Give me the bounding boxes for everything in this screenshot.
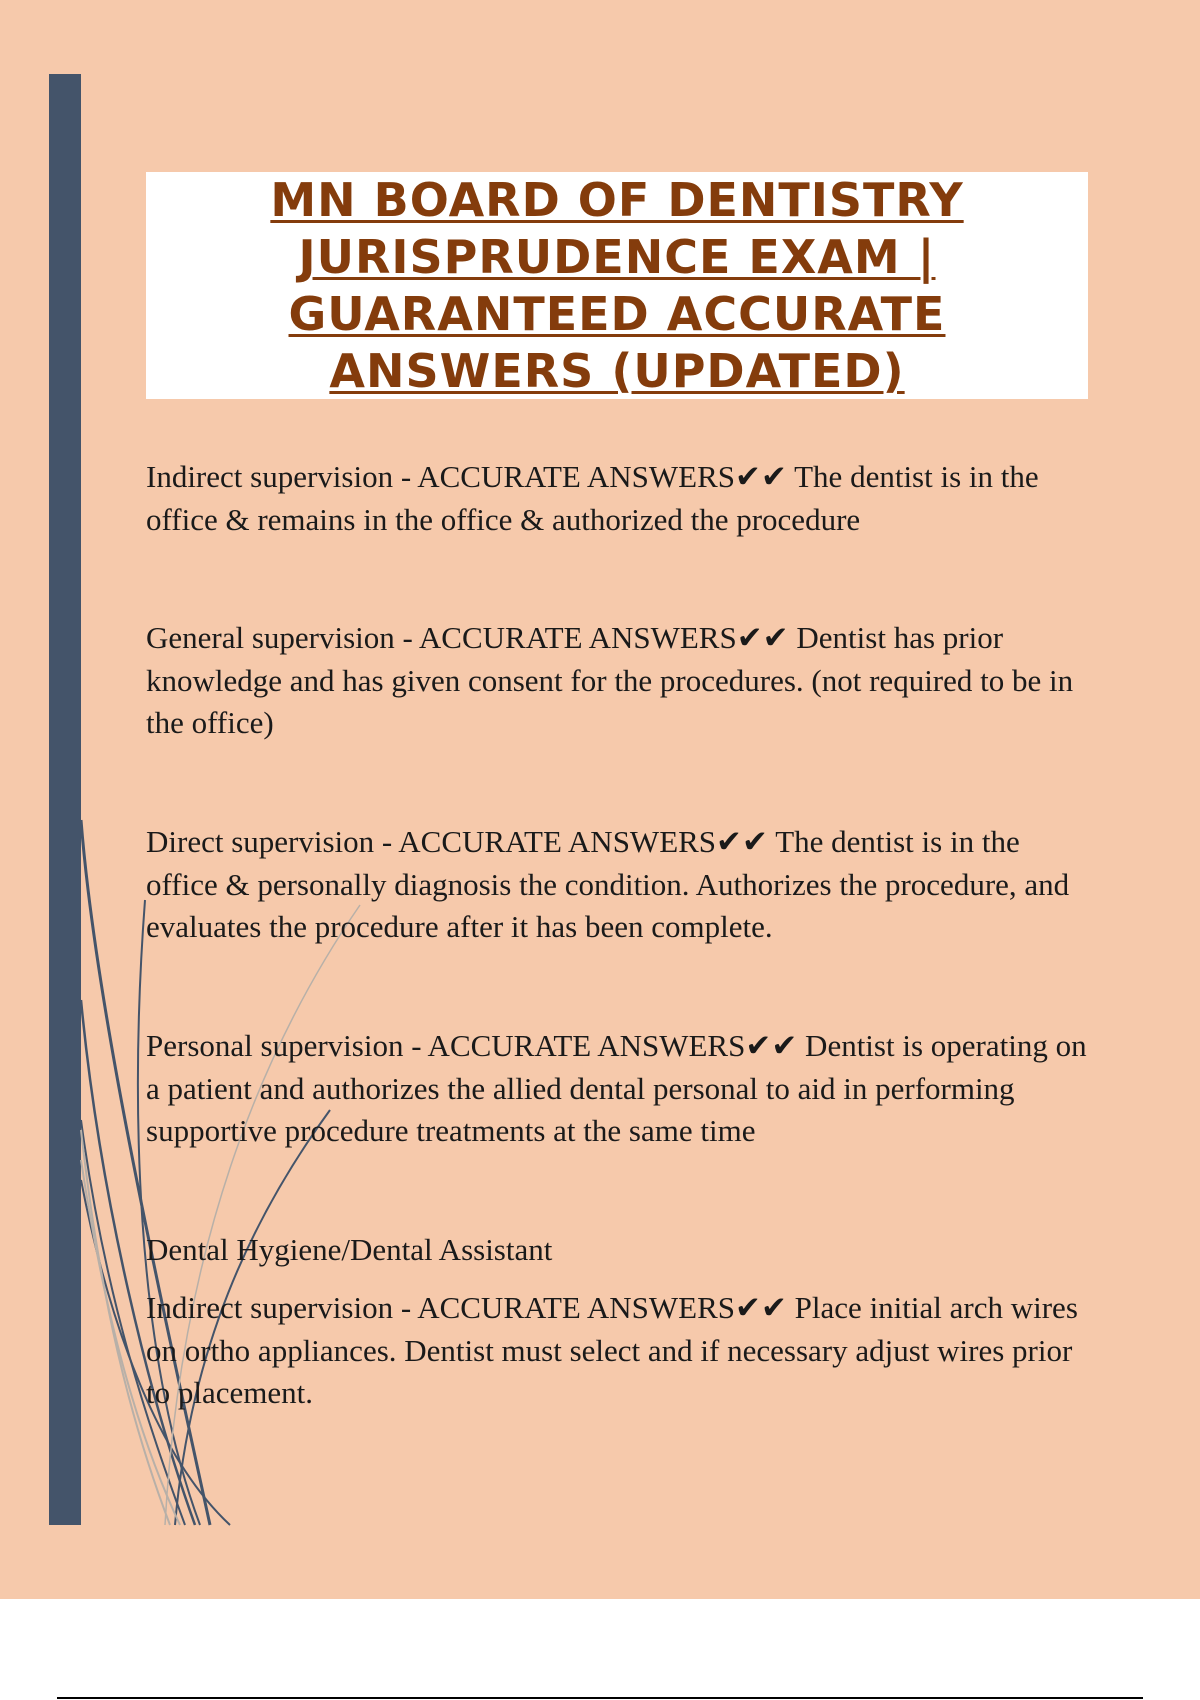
document-title: MN BOARD OF DENTISTRY JURISPRUDENCE EXAM | GUARANTEED ACCURATE ANSWERS (UPDATED) bbox=[270, 172, 964, 398]
entry-direct-supervision: Direct supervision - ACCURATE ANSWERS✔✔ The dentist is in the office & personally diagnosis the condition. Authorizes the procedure, and evaluates the procedure after it has been complete. bbox=[146, 824, 1070, 944]
footer-divider bbox=[57, 1697, 1143, 1699]
title-box bbox=[146, 172, 1088, 399]
entry-indirect-supervision-arch-wires: Indirect supervision - ACCURATE ANSWERS✔✔ Place initial arch wires on ortho appliances. Dentist must select and if necessary adjust wires prior to placement. bbox=[146, 1290, 1078, 1410]
entry-indirect-supervision: Indirect supervision - ACCURATE ANSWERS✔✔ The dentist is in the office & remains in the office & authorized the procedure bbox=[146, 459, 1039, 537]
decorative-side-bar bbox=[49, 74, 81, 1525]
section-heading-dental-hygiene: Dental Hygiene/Dental Assistant bbox=[146, 1232, 553, 1267]
entry-general-supervision: General supervision - ACCURATE ANSWERS✔✔ Dentist has prior knowledge and has given consent for the procedures. (not required to be in the office) bbox=[146, 620, 1074, 740]
entry-personal-supervision: Personal supervision - ACCURATE ANSWERS✔✔ Dentist is operating on a patient and authorizes the allied dental personal to aid in performing supportive procedure treatments at the same time bbox=[146, 1028, 1087, 1148]
